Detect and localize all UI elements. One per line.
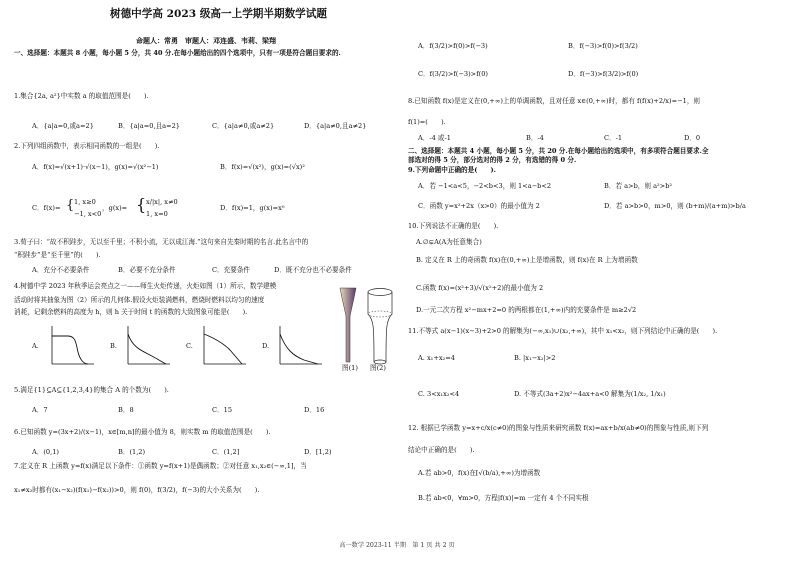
q8-option-a: A．-4 或-1 [418, 134, 451, 142]
q12-line2: 结论中正确的是( ). [408, 446, 475, 454]
q4-graph-a [46, 322, 98, 370]
q11-option-b: B. |x₁−x₂|>2 [514, 354, 556, 362]
q10-option-b: B. 定义在 R 上的奇函数 f(x)在(0,+∞)上是增函数，则 f(x)在 R 上为增函数 [416, 256, 638, 264]
q2-option-c-mid: ，g(x)= [102, 204, 128, 212]
q11-option-a: A. x₁+x₂=4 [418, 354, 455, 362]
q8-option-b: B．-4 [526, 134, 544, 142]
section2-line2: 部选对的得 5 分，部分选对的得 2 分，有选错的得 0 分. [408, 156, 577, 164]
q2-c-brace-2: { [136, 195, 147, 214]
q6-option-c: C．(1,2] [212, 448, 240, 456]
q7-line1: 7.定义在 R 上函数 y=f(x)满足以下条件：①函数 y=f(x+1)是偶函数；②对任意 x₁,x₂∈(−∞,1]，当 [14, 462, 307, 470]
q8-line2: f(1)=( ). [408, 118, 446, 126]
q4-graph-c [198, 322, 250, 370]
q12-option-a: A.若 ab>0，f(x)在[√(b/a),+∞)为增函数 [418, 469, 541, 477]
q4-graph-a-label: A. [32, 342, 39, 350]
q9-option-a: A．若 −1<a<5，−2<b<3，则 1<a−b<2 [418, 182, 552, 190]
q9-option-c: C．函数 y=x²+2x（x>0）的最小值为 2 [418, 202, 540, 210]
q4-line1: 4.树德中学 2023 年秋季运会亮点之一——师生火炬传递，火炬如图（1）所示，数学建模 [14, 282, 277, 290]
q2-stem: 2.下列四组函数中，表示相同函数的一组是( ). [14, 142, 160, 150]
q2-option-d: D．f(x)=1，g(x)=x⁰ [220, 204, 285, 212]
q5-option-c: C．15 [212, 406, 233, 414]
q10-option-d: D.一元二次方程 x²−mx+2=0 的两根都在(1,+∞)内的充要条件是 m≥2√2 [416, 306, 637, 314]
q4-graph-b [122, 322, 174, 370]
q7-line2: x₁≠x₂时都有(x₁−x₂)(f(x₁)−f(x₂))>0，则 f(0)，f(3/2)，f(−3)的大小关系为( ). [14, 486, 260, 494]
geometric-body-figure [364, 286, 396, 366]
authors-line: 命题人：常勇 审题人：邓连盛、韦莉、梁翔 [136, 36, 276, 45]
q10-option-a: A.∅⊊A(A为任意集合) [416, 238, 482, 246]
q2-option-b: B．f(x)=√(x²)，g(x)=(√x)² [220, 163, 305, 171]
q11-option-c: C. 3<x₁x₂<4 [418, 390, 460, 398]
q1-option-d: D．{a|a≠0,且a≠2} [304, 122, 367, 130]
q3-line2: “积跬步”是“至千里”的( ). [14, 251, 101, 259]
q5-stem: 5.满足{1}⊆A⊆{1,2,3,4}的集合 A 的个数为( ). [14, 386, 169, 394]
q4-graph-b-label: B. [110, 342, 117, 350]
q7-option-a: A．f(3/2)>f(0)>f(−3) [418, 42, 488, 50]
q4-line2: 活动时将其抽象为图（2）所示的几何体.假设火炬装满燃料，燃烧时燃料以均匀的速度 [14, 296, 265, 304]
q2-c-brace-1: { [66, 198, 75, 213]
q7-option-b: B．f(−3)>f(0)>f(3/2) [568, 42, 638, 50]
section2-line1: 二、选择题：本题共 4 小题，每小题 5 分，共 20 分.在每小题给出的选项中，有多项符合题目要求.全 [408, 147, 709, 155]
q6-stem: 6.已知函数 y=(3x+2)/(x−1)，x∈[m,n]的最小值为 8，则实数 m 的取值范围是( ). [14, 428, 271, 436]
q2-c-case4: 1, x=0 [146, 210, 168, 218]
q8-option-d: D．0 [684, 134, 701, 142]
q9-option-d: D．若 a>b>0，m>0，则 (b+m)/(a+m)>b/a [604, 202, 746, 210]
q10-stem: 10.下列说法不正确的是( ). [408, 222, 499, 230]
q5-option-d: D．16 [304, 406, 325, 414]
q3-option-d: D．既不充分也不必要条件 [274, 266, 352, 274]
q4-graph-d [274, 322, 326, 370]
q2-option-a: A．f(x)=√(x+1)·√(x−1)，g(x)=√(x²−1) [32, 163, 159, 171]
q1-stem: 1.集合{2a, a²}中实数 a 的取值范围是( ). [14, 92, 149, 100]
q4-line3: 消耗，记剩余燃料的高度为 h，则 h 关于时间 t 的函数的大致图象可能是( ). [14, 308, 248, 316]
q1-option-b: B．{a|a=0,且a=2} [118, 122, 180, 130]
q8-option-c: C．-1 [604, 134, 623, 142]
page-title: 树德中学高 2023 级高一上学期半期数学试题 [110, 8, 327, 20]
q5-option-b: B．8 [118, 406, 134, 414]
q11-stem: 11.不等式 a(x−1)(x−3)+2>0 的解集为(−∞,x₁)∪(x₂,+∞)，其中 x₁<x₂，则下列结论中正确的是( ). [408, 327, 718, 335]
q2-option-c-left: C．f(x)= [32, 204, 61, 212]
q7-option-c: C．f(3/2)>f(−3)>f(0) [418, 70, 488, 78]
q3-option-c: C．充要条件 [212, 266, 251, 274]
q6-option-b: B．(1,2) [118, 448, 146, 456]
q2-c-case2: −1, x<0 [74, 210, 102, 218]
q9-stem: 9.下列命题中正确的是( ). [408, 166, 496, 174]
q5-option-a: A．7 [32, 406, 48, 414]
q12-option-b: B.若 ab<0，∀m>0，方程|f(x)|=m 一定有 4 个不同实根 [418, 494, 589, 502]
section1-heading: 一、选择题：本题共 8 小题，每小题 5 分，共 40 分.在每小题给出的四个选项中，只有一项是符合题目要求的. [14, 49, 341, 57]
q7-option-d: D．f(−3)>f(3/2)>f(0) [568, 70, 639, 78]
q11-option-d: D. 不等式(3a+2)x²−4ax+a<0 解集为(1/x₂, 1/x₁) [514, 390, 666, 398]
fig1-caption: 图(1) [342, 364, 358, 372]
q3-option-a: A．充分不必要条件 [32, 266, 90, 274]
q2-c-case1: 1, x≥0 [74, 198, 96, 206]
q4-graph-d-label: D. [262, 342, 270, 350]
q8-line1: 8.已知函数 f(x)是定义在(0,+∞)上的单调函数，且对任意 x∈(0,+∞)时，都有 f(f(x)+2/x)=−1，则 [408, 97, 701, 105]
q4-graph-c-label: C. [186, 342, 193, 350]
q1-option-c: C．{a|a≠0,或a≠2} [212, 122, 275, 130]
q6-option-d: D．[1,2) [304, 448, 332, 456]
q3-line1: 3.荀子曰：“故不积跬步，无以至千里；不积小流，无以成江海.”这句来自先秦时期的名言.此名言中的 [14, 238, 309, 246]
q6-option-a: A．(0,1) [32, 448, 59, 456]
q9-option-b: B．若 a>b，则 a²>b² [604, 182, 673, 190]
page-footer: 高一数学 2023-11 半期 第 1 页 共 2 页 [339, 542, 455, 549]
q1-option-a: A．{a|a=0,或a=2} [32, 122, 94, 130]
fig2-caption: 图(2) [370, 364, 386, 372]
torch-figure [336, 286, 360, 366]
q3-option-b: B．必要不充分条件 [118, 266, 176, 274]
q2-c-case3: x/|x|, x≠0 [146, 198, 178, 206]
q12-line1: 12. 根据已学函数 y=x+c/x(c≠0)的图象与性质来研究函数 f(x)=ax+b/x(ab≠0)的图象与性质,则下列 [408, 424, 709, 432]
q10-option-c: C.函数 f(x)=(x²+3)/√(x²+2)的最小值为 2 [416, 284, 544, 292]
